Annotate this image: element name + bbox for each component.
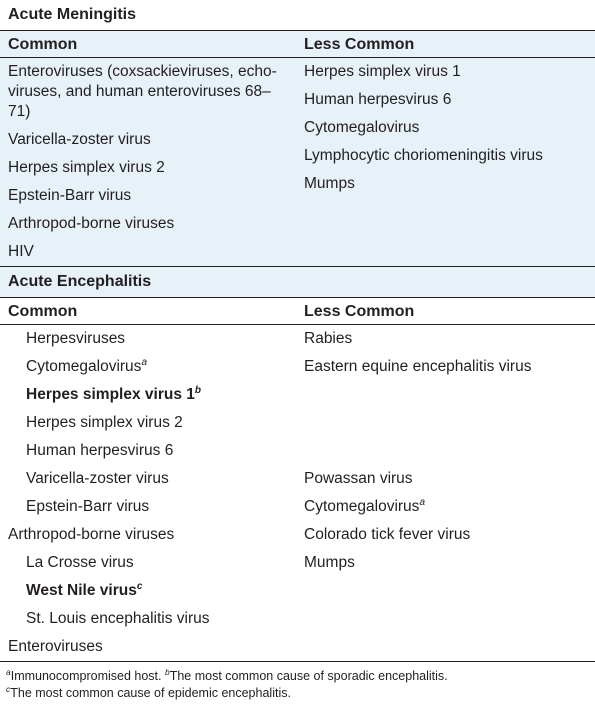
list-item: Herpes simplex virus 2 <box>8 159 165 176</box>
list-item: Varicella-zoster virus <box>26 470 169 487</box>
list-item: Mumps <box>304 175 355 192</box>
list-item: Human herpesvirus 6 <box>304 91 452 108</box>
footnotes <box>0 662 595 702</box>
list-item-cytomegalovirus <box>296 493 595 521</box>
list-item-hsv1 <box>0 381 296 409</box>
list-item: Eastern equine encephalitis virus <box>304 358 532 375</box>
encephalitis-col-common: Common <box>8 303 78 320</box>
row-spacer <box>296 437 595 465</box>
list-item: Mumps <box>304 554 355 571</box>
list-item: Herpes simplex virus 1 <box>304 63 461 80</box>
list-item: Epstein-Barr virus <box>26 498 150 515</box>
encephalitis-heading: Acute Encephalitis <box>0 267 595 298</box>
list-item: Enteroviruses <box>8 638 103 655</box>
list-item: Rabies <box>304 330 353 347</box>
meningitis-col-less-common: Less Common <box>304 36 415 53</box>
list-item: Varicella-zoster virus <box>8 131 151 148</box>
footnote-marker: b <box>194 384 201 396</box>
footnote-line-1 <box>6 668 595 685</box>
list-item: Herpes simplex virus 2 <box>26 414 183 431</box>
footnote-mark-c: c <box>6 683 11 694</box>
list-item: La Crosse virus <box>26 554 134 571</box>
encephalitis-col-less-common: Less Common <box>304 303 415 320</box>
list-item: Lymphocytic choriomeningitis virus <box>304 147 543 164</box>
footnote-mark-b: b <box>164 666 170 677</box>
meningitis-less-common-list <box>296 58 595 266</box>
list-item: HIV <box>8 243 34 260</box>
meningitis-col-common: Common <box>8 36 78 53</box>
footnote-mark-a: a <box>6 666 11 677</box>
encephalitis-body <box>0 325 595 662</box>
encephalitis-common-list <box>0 325 296 661</box>
footnote-a: Immunocompromised host. <box>10 669 162 683</box>
list-item: Herpesviruses <box>26 330 126 347</box>
meningitis-heading: Acute Meningitis <box>0 0 595 31</box>
meningitis-column-headers <box>0 31 595 58</box>
row-spacer <box>296 409 595 437</box>
footnote-marker: a <box>141 356 147 368</box>
footnote-c: The most common cause of epidemic encephalitis. <box>10 686 291 700</box>
meningitis-body <box>0 58 595 266</box>
encephalitis-section <box>0 266 595 662</box>
footnote-marker: a <box>419 496 425 508</box>
item-label: Cytomegalovirus <box>304 498 420 515</box>
footnote-marker: c <box>136 580 143 592</box>
list-item: Powassan virus <box>304 470 413 487</box>
list-item: Epstein-Barr virus <box>8 187 132 204</box>
list-item: St. Louis encephalitis virus <box>26 610 210 627</box>
list-item: Human herpesvirus 6 <box>26 442 174 459</box>
list-item: Cytomegalovirus <box>304 119 420 136</box>
encephalitis-less-common-list <box>296 325 595 661</box>
footnote-b: The most common cause of sporadic encephalitis. <box>169 669 448 683</box>
list-item-cytomegalovirus <box>0 353 296 381</box>
list-item: Arthropod-borne viruses <box>8 215 175 232</box>
footnote-line-2 <box>6 685 595 702</box>
encephalitis-column-headers <box>0 298 595 325</box>
list-item: Colorado tick fever virus <box>304 526 471 543</box>
meningitis-common-list <box>0 58 296 266</box>
meningitis-band <box>0 31 595 266</box>
row-spacer <box>296 381 595 409</box>
item-label: Herpes simplex virus 1 <box>26 386 195 403</box>
item-label: Cytomegalovirus <box>26 358 142 375</box>
list-item-west-nile <box>0 577 296 605</box>
list-item: Arthropod-borne viruses <box>8 526 175 543</box>
item-label: West Nile virus <box>26 582 137 599</box>
list-item: Enteroviruses (coxsackieviruses, echoviruses, and human enteroviruses 68–71) <box>8 63 277 120</box>
